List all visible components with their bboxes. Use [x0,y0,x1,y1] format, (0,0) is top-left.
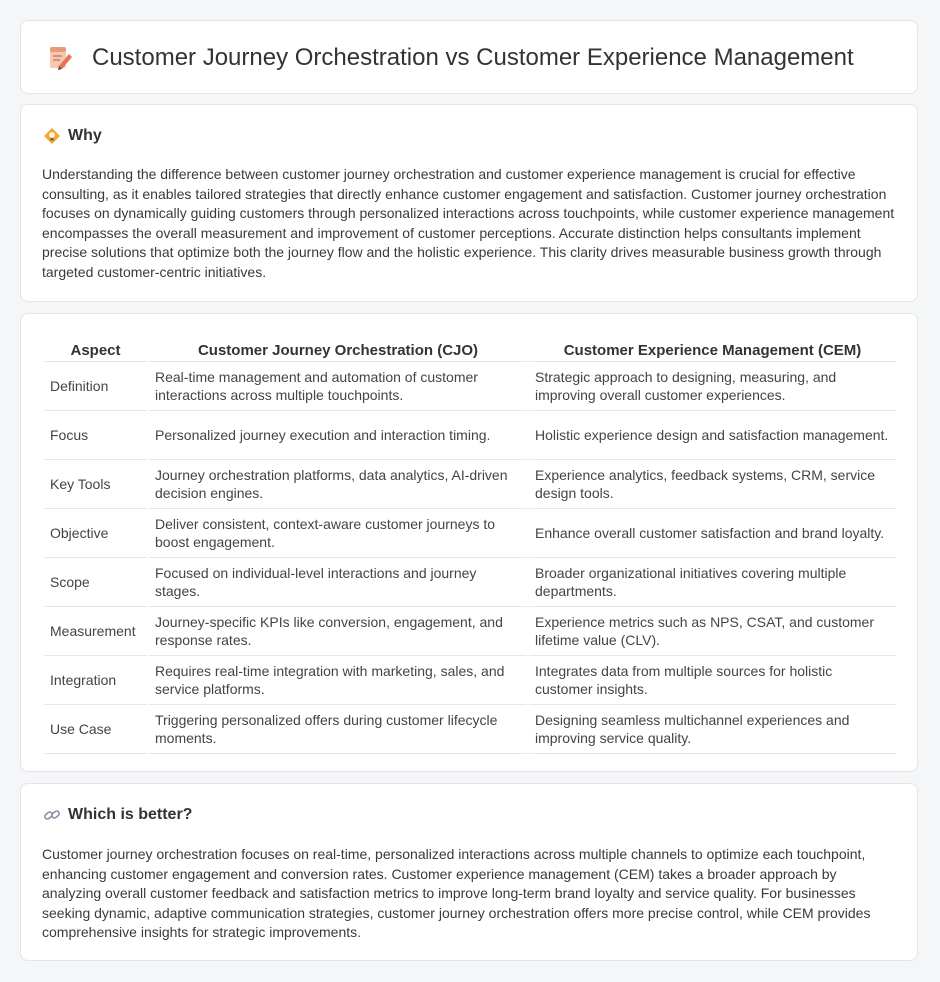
row-aspect: Use Case [44,705,147,754]
table-header-row [44,334,896,362]
table-row [44,558,896,607]
page-title: Customer Journey Orchestration vs Customer Experience Management [92,44,854,71]
better-heading-row [43,805,192,825]
better-heading: Which is better? [68,806,193,823]
comparison-table-card [20,313,918,772]
row-cem: Broader organizational initiatives covering multiple departments. [529,558,896,607]
row-cem: Experience metrics such as NPS, CSAT, and customer lifetime value (CLV). [529,607,896,656]
row-aspect: Focus [44,411,147,460]
lightbulb-diamond-icon [43,127,61,145]
row-cem: Strategic approach to designing, measuring, and improving overall customer experiences. [529,362,896,411]
column-header-cem: Customer Experience Management (CEM) [529,334,896,362]
comparison-table [42,334,898,754]
row-aspect: Key Tools [44,460,147,509]
which-is-better-section [20,783,918,961]
table-row [44,460,896,509]
header-card [20,20,918,94]
row-aspect: Measurement [44,607,147,656]
why-section [20,104,918,302]
table-row [44,607,896,656]
row-cem: Integrates data from multiple sources for holistic customer insights. [529,656,896,705]
row-aspect: Integration [44,656,147,705]
row-cjo: Deliver consistent, context-aware customer journeys to boost engagement. [149,509,527,558]
column-header-cjo: Customer Journey Orchestration (CJO) [149,334,527,362]
row-cem: Experience analytics, feedback systems, CRM, service design tools. [529,460,896,509]
row-cjo: Requires real-time integration with marketing, sales, and service platforms. [149,656,527,705]
link-icon [43,806,61,824]
row-cjo: Personalized journey execution and interaction timing. [149,411,527,460]
row-cjo: Real-time management and automation of customer interactions across multiple touchpoints. [149,362,527,411]
row-cem: Designing seamless multichannel experiences and improving service quality. [529,705,896,754]
column-header-aspect: Aspect [44,334,147,362]
table-row [44,411,896,460]
table-row [44,509,896,558]
why-heading: Why [68,127,102,144]
table-row [44,705,896,754]
better-text: Customer journey orchestration focuses on real-time, personalized interactions across multiple channels to optimize each touchpoint, enhancing customer engagement and conversion rates. Customer experience management (CEM) takes a broader approach by analyzing overall customer feedback and satisfaction metrics to improve long-term brand loyalty and service quality. For businesses seeking dynamic, adaptive communication strategies, customer journey orchestration offers more precise control, while CEM provides comprehensive insights for strategic improvements. [42,846,871,940]
row-cjo: Journey orchestration platforms, data analytics, AI-driven decision engines. [149,460,527,509]
document-pencil-icon [47,45,73,71]
row-aspect: Scope [44,558,147,607]
row-cjo: Triggering personalized offers during customer lifecycle moments. [149,705,527,754]
table-row [44,656,896,705]
row-cem: Enhance overall customer satisfaction and brand loyalty. [529,509,896,558]
row-cjo: Journey-specific KPIs like conversion, engagement, and response rates. [149,607,527,656]
row-aspect: Definition [44,362,147,411]
row-aspect: Objective [44,509,147,558]
why-heading-row [43,126,102,146]
row-cem: Holistic experience design and satisfaction management. [529,411,896,460]
why-text: Understanding the difference between customer journey orchestration and customer experience management is crucial for effective consulting, as it enables tailored strategies that directly enhance customer engagement and satisfaction. Customer journey orchestration focuses on dynamically guiding customers through personalized interactions across touchpoints, while customer experience management encompasses the overall measurement and improvement of customer perceptions. Accurate distinction helps consultants implement precise solutions that optimize both the journey flow and the holistic experience. This clarity drives measurable business growth through targeted customer-centric initiatives. [42,166,895,280]
row-cjo: Focused on individual-level interactions and journey stages. [149,558,527,607]
table-row [44,362,896,411]
